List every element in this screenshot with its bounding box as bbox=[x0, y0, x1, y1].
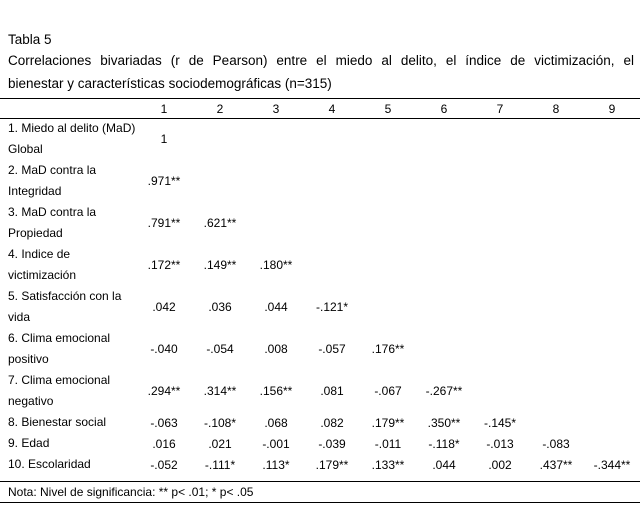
correlation-cell: -.121* bbox=[315, 300, 349, 314]
correlation-cell: .294** bbox=[147, 384, 181, 398]
correlation-cell: .156** bbox=[259, 384, 293, 398]
correlation-cell bbox=[584, 118, 640, 160]
correlation-cell bbox=[304, 244, 360, 286]
correlation-cell bbox=[416, 286, 472, 328]
correlation-cell bbox=[584, 370, 640, 412]
table-title-line-1: Correlaciones bivariadas (r de Pearson) entre el miedo al delito, el índice de victimización, el bbox=[8, 53, 634, 68]
correlation-cell: .179** bbox=[315, 457, 349, 472]
correlation-cell bbox=[416, 202, 472, 244]
row-label: 3. MaD contra la Propiedad bbox=[8, 205, 97, 240]
correlation-cell: 1 bbox=[160, 132, 168, 146]
correlation-cell: -.054 bbox=[206, 342, 234, 356]
correlation-cell bbox=[584, 244, 640, 286]
table-header-row bbox=[0, 99, 640, 118]
note-bottom-rule bbox=[0, 502, 640, 503]
correlation-cell bbox=[304, 160, 360, 202]
correlation-cell bbox=[472, 118, 528, 160]
correlation-cell: -.040 bbox=[150, 342, 178, 356]
correlation-cell: -.013 bbox=[486, 436, 514, 451]
correlation-cell: -.111* bbox=[204, 457, 236, 472]
table-row bbox=[0, 118, 640, 160]
correlation-cell: .081 bbox=[320, 384, 344, 398]
correlation-cell bbox=[472, 370, 528, 412]
column-header: 7 bbox=[496, 101, 504, 116]
correlation-cell: -.039 bbox=[318, 436, 346, 451]
correlation-cell bbox=[248, 202, 304, 244]
row-label: 10. Escolaridad bbox=[8, 457, 91, 471]
correlation-cell: .044 bbox=[264, 300, 288, 314]
table-row bbox=[0, 202, 640, 244]
correlation-cell: -.011 bbox=[374, 436, 402, 451]
table-row bbox=[0, 286, 640, 328]
correlation-cell: .176** bbox=[371, 342, 405, 356]
row-label: 8. Bienestar social bbox=[8, 415, 107, 429]
correlation-cell bbox=[416, 328, 472, 370]
table-row bbox=[0, 160, 640, 202]
correlation-cell: .179** bbox=[371, 415, 405, 430]
correlation-cell: .082 bbox=[320, 415, 344, 430]
table-row bbox=[0, 370, 640, 412]
correlation-cell: .971** bbox=[147, 174, 181, 188]
column-header: 2 bbox=[216, 101, 224, 116]
correlation-cell bbox=[472, 160, 528, 202]
correlation-cell bbox=[192, 118, 248, 160]
correlation-cell: .068 bbox=[264, 415, 288, 430]
correlation-cell bbox=[472, 328, 528, 370]
correlation-cell bbox=[416, 244, 472, 286]
row-label: 9. Edad bbox=[8, 436, 50, 450]
correlation-cell: .621** bbox=[203, 216, 237, 230]
correlation-table bbox=[0, 99, 640, 475]
correlation-cell bbox=[416, 118, 472, 160]
correlation-cell: -.145* bbox=[483, 415, 517, 430]
correlation-cell: -.063 bbox=[150, 415, 178, 430]
correlation-cell bbox=[584, 433, 640, 454]
table-row bbox=[0, 412, 640, 433]
row-label: 1. Miedo al delito (MaD) Global bbox=[8, 121, 136, 156]
correlation-cell: -.057 bbox=[318, 342, 346, 356]
table-row bbox=[0, 244, 640, 286]
column-header-blank bbox=[0, 99, 136, 118]
correlation-cell bbox=[584, 412, 640, 433]
correlation-cell bbox=[304, 202, 360, 244]
correlation-cell bbox=[528, 370, 584, 412]
correlation-cell: -.052 bbox=[150, 457, 178, 472]
row-label: 2. MaD contra la Integridad bbox=[8, 163, 97, 198]
correlation-cell bbox=[528, 244, 584, 286]
correlation-cell: -.067 bbox=[374, 384, 402, 398]
column-header: 8 bbox=[552, 101, 560, 116]
correlation-cell bbox=[192, 160, 248, 202]
correlation-cell bbox=[528, 118, 584, 160]
correlation-cell bbox=[360, 286, 416, 328]
correlation-cell bbox=[584, 286, 640, 328]
correlation-cell: -.267** bbox=[425, 384, 463, 398]
row-label: 5. Satisfacción con la vida bbox=[8, 289, 122, 324]
column-header: 6 bbox=[440, 101, 448, 116]
correlation-cell bbox=[528, 286, 584, 328]
correlation-cell: .036 bbox=[208, 300, 232, 314]
correlation-cell: .042 bbox=[152, 300, 176, 314]
table-label: Tabla 5 bbox=[8, 32, 52, 47]
correlation-cell bbox=[528, 202, 584, 244]
table-row bbox=[0, 454, 640, 475]
correlation-cell bbox=[472, 286, 528, 328]
correlation-cell: .008 bbox=[264, 342, 288, 356]
correlation-cell bbox=[360, 244, 416, 286]
row-label: 4. Indice de victimización bbox=[8, 247, 77, 282]
row-label: 7. Clima emocional negativo bbox=[8, 373, 111, 408]
table-title-line-2: bienestar y características sociodemográficas (n=315) bbox=[8, 76, 332, 91]
correlation-cell: .133** bbox=[371, 457, 405, 472]
table-row bbox=[0, 328, 640, 370]
correlation-cell: .044 bbox=[432, 457, 456, 472]
correlation-cell bbox=[360, 118, 416, 160]
column-header: 1 bbox=[160, 101, 168, 116]
column-header: 9 bbox=[608, 101, 616, 116]
correlation-cell: .437** bbox=[539, 457, 573, 472]
correlation-cell: .172** bbox=[147, 258, 181, 272]
correlation-cell: -.118* bbox=[428, 436, 460, 451]
correlation-cell: -.344** bbox=[593, 457, 631, 472]
correlation-cell: -.083 bbox=[542, 436, 570, 451]
correlation-cell bbox=[304, 118, 360, 160]
correlation-cell bbox=[248, 160, 304, 202]
table-body bbox=[0, 118, 640, 475]
correlation-cell bbox=[248, 118, 304, 160]
correlation-cell bbox=[584, 202, 640, 244]
correlation-cell bbox=[416, 160, 472, 202]
correlation-cell bbox=[528, 160, 584, 202]
correlation-cell: .314** bbox=[203, 384, 237, 398]
correlation-cell bbox=[472, 244, 528, 286]
column-header: 4 bbox=[328, 101, 336, 116]
table-row bbox=[0, 433, 640, 454]
correlation-cell: .350** bbox=[427, 415, 461, 430]
correlation-cell: -.001 bbox=[262, 436, 290, 451]
column-header: 5 bbox=[384, 101, 392, 116]
column-header: 3 bbox=[272, 101, 280, 116]
correlation-cell bbox=[360, 160, 416, 202]
correlation-cell: .021 bbox=[208, 436, 232, 451]
table-note: Nota: Nivel de significancia: ** p< .01; * p< .05 bbox=[8, 485, 254, 499]
correlation-cell bbox=[584, 160, 640, 202]
correlation-cell: -.108* bbox=[203, 415, 237, 430]
correlation-cell: .002 bbox=[488, 457, 512, 472]
correlation-cell bbox=[360, 202, 416, 244]
correlation-cell: .149** bbox=[203, 258, 237, 272]
row-label: 6. Clima emocional positivo bbox=[8, 331, 111, 366]
correlation-cell bbox=[528, 328, 584, 370]
correlation-cell: .791** bbox=[147, 216, 181, 230]
correlation-cell: .180** bbox=[259, 258, 293, 272]
correlation-cell bbox=[528, 412, 584, 433]
correlation-cell: .113* bbox=[262, 457, 290, 472]
correlation-cell bbox=[584, 328, 640, 370]
correlation-cell bbox=[472, 202, 528, 244]
correlation-cell: .016 bbox=[152, 436, 176, 451]
